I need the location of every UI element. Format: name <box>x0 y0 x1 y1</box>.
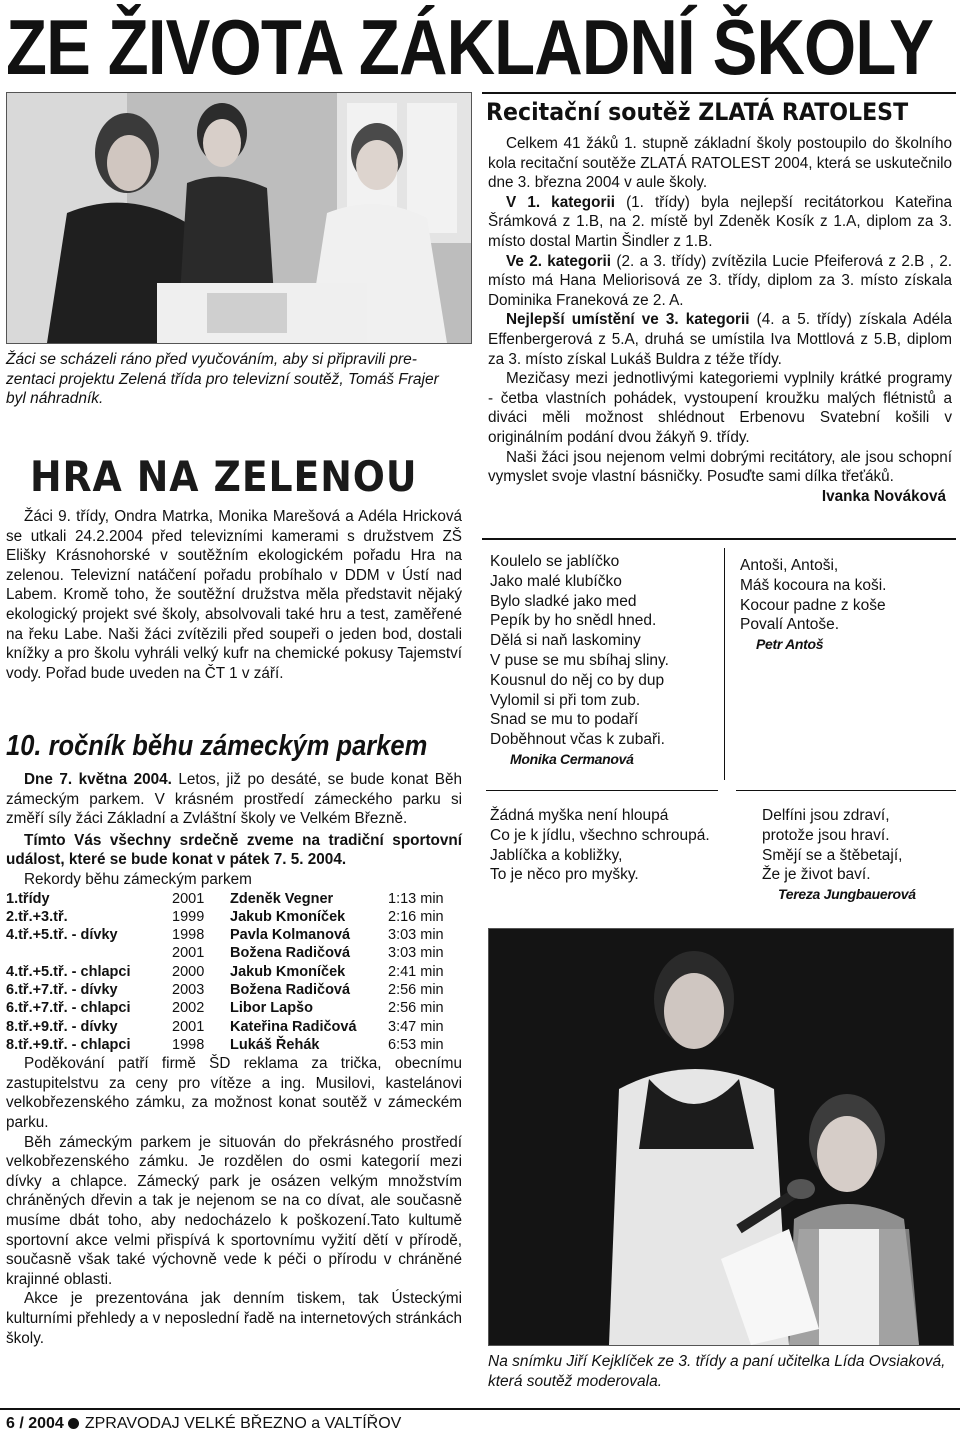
poem-line: V puse se mu sbíhaj sliny. <box>490 651 669 669</box>
records-row <box>6 1018 462 1036</box>
record-time: 3:47 min <box>388 1018 444 1035</box>
recitation-photo-drawing <box>489 929 953 1345</box>
poem-1 <box>490 552 669 770</box>
students-photo-caption: Žáci se scházeli ráno před vyučováním, aby si připravili pre-zentaci projektu Zelená třída pro televizní soutěž, Tomáš Frajer byl náhradník. <box>6 351 439 408</box>
poem-2 <box>740 556 886 655</box>
record-name: Zdeněk Vegner <box>230 890 334 907</box>
poem-line: Koulelo se jablíčko <box>490 553 620 570</box>
best-text: (4. a 5. třídy) získala Adéla Effenbergerová z 5.A, druhá se umístila Iva Mottlová z 5.B, diplom za 3. místo získal Lukáš Buldra z téže třídy. <box>488 311 952 368</box>
poem-3-rule <box>486 790 718 791</box>
poem-line: Co je k jídlu, všechno schroupá. <box>490 826 710 844</box>
record-name: Lukáš Řehák <box>230 1036 320 1053</box>
record-time: 1:13 min <box>388 890 444 907</box>
run-media: Akce je prezentována jak denním tiskem, tak Ústeckými kulturními přehledy a v neposlední řadě na internetových stránkách školy. <box>6 1290 462 1347</box>
footer-paper: ZPRAVODAJ VELKÉ BŘEZNO a VALTÍŘOV <box>84 1415 402 1432</box>
record-name: Jakub Kmoníček <box>230 908 346 925</box>
pupils-text-body: Naši žáci jsou nejenom velmi dobrými recitátory, ale jsou schopní vymyslet svoje vlastní básničky. Posuďte sami dílka třeťáků. <box>488 448 952 486</box>
record-year: 1998 <box>172 927 205 944</box>
records-row <box>6 981 462 999</box>
records-row <box>6 890 462 908</box>
students-photo <box>6 92 472 344</box>
record-time: 3:03 min <box>388 927 444 944</box>
poem-line: Že je život baví. <box>762 866 871 884</box>
poem-line: Žádná myška není hloupá <box>490 807 669 824</box>
records-row <box>6 926 462 944</box>
run-intro: Letos, již po desáté, se bude konat Běh zámeckým parkem. V krásném prostředí zámeckého parku si změří síly žáci Základní a Zvláštní školy ve Velkém Březně. <box>6 771 462 828</box>
records-row <box>6 908 462 926</box>
record-time: 2:56 min <box>388 1000 444 1017</box>
poem-2-lines <box>740 556 886 635</box>
hra-na-zelenou-article <box>6 507 462 683</box>
recitation-heading: Recitační soutěž ZLATÁ RATOLEST <box>486 98 909 126</box>
record-year: 2003 <box>172 982 205 999</box>
record-name: Božena Radičová <box>230 945 351 962</box>
record-category: 8.tř.+9.tř. - dívky <box>6 1018 118 1035</box>
record-category: 6.tř.+7.tř. - chlapci <box>6 1000 131 1017</box>
record-category: 2.tř.+3.tř. <box>6 908 68 925</box>
record-category: 6.tř.+7.tř. - dívky <box>6 982 118 999</box>
poem-line: Jako malé klubíčko <box>490 572 622 590</box>
poem-line: Dělá si naň laskominy <box>490 632 641 650</box>
poem-divider <box>724 548 725 780</box>
poem-line: protože jsou hraví. <box>762 826 890 844</box>
record-year: 2001 <box>172 945 205 962</box>
record-category: 4.tř.+5.tř. - chlapci <box>6 963 131 980</box>
poem-line: Bylo sladké jako med <box>490 592 637 610</box>
students-photo-drawing <box>7 93 471 343</box>
record-category <box>6 944 172 962</box>
cat1-label: V 1. kategorii <box>506 193 615 211</box>
run-article <box>6 770 462 1348</box>
record-time: 2:56 min <box>388 982 444 999</box>
recitation-photo <box>488 928 954 1346</box>
poem-3 <box>490 806 710 885</box>
records-row <box>6 944 462 962</box>
hra-na-zelenou-text: Žáci 9. třídy, Ondra Matrka, Monika Marešová a Adéla Hricková se utkali 24.2.2004 před televizními kamerami s družstvem ZŠ Elišky Krásnohorské v soutěžním ekologickém pořadu Hra na zelenou. Televizní natáčení pořadu probíhalo v DDM v Ústí nad Labem. Kromě toho, že soutěžní družstva měla představit nějaký ekologický projekt své školy, absolvovali také hru a test, zaměřené na řeku Labe. Naši žáci zvítězili před soupeři o jeden bod, dostali knížky a pro školu vyhráli velký kufr na chemické pokusy Tajemství vody. Pořad bude uveden na ČT 1 v září. <box>6 508 462 682</box>
record-year: 1999 <box>172 908 205 925</box>
record-time: 6:53 min <box>388 1036 444 1053</box>
record-name: Kateřina Radičová <box>230 1018 357 1035</box>
cat1-text: (1. třídy) byla nejlepší recitátorkou Kateřina Šrámková z 1.B, na 2. místě byl Zdeněk Kosík z 1.A, diplom za 3. místo dostal Martin Šindler z 1.B. <box>488 193 952 250</box>
records-table <box>6 890 462 1055</box>
poem-line: Máš kocoura na koši. <box>740 576 887 594</box>
record-time: 2:41 min <box>388 963 444 980</box>
poem-4 <box>762 806 916 905</box>
poem-line: Delfíni jsou zdraví, <box>762 807 890 824</box>
poem-line: Vylomil si při tom zub. <box>490 691 641 709</box>
cat2-label: Ve 2. kategorii <box>506 252 612 270</box>
records-row <box>6 1036 462 1054</box>
records-row <box>6 963 462 981</box>
record-category: 4.tř.+5.tř. - dívky <box>6 927 118 944</box>
poem-line: Jablíčka a kobližky, <box>490 846 623 864</box>
run-date: Dne 7. května 2004. <box>24 771 172 788</box>
poem-4-author: Tereza Jungbauerová <box>778 886 916 903</box>
record-year: 2001 <box>172 890 205 907</box>
bullet-icon <box>68 1418 79 1429</box>
recitation-photo-caption: Na snímku Jiří Kejklíček ze 3. třídy a paní učitelka Lída Ovsiaková, která soutěž moderovala. <box>488 1353 946 1390</box>
poems-top-rule <box>482 538 956 540</box>
cat2-text: (2. a 3. třídy) zvítězila Lucie Pfeiferová z 2.B , 2. místo má Hana Meliorisová ze 3. třídy, diplom za 3. místo získala Dominika Franeková ze 2. A. <box>488 252 952 309</box>
recitation-article <box>488 134 952 506</box>
record-name: Božena Radičová <box>230 982 351 999</box>
poem-line: Povalí Antoše. <box>740 616 840 634</box>
record-year: 2002 <box>172 1000 205 1017</box>
poem-line: Kocour padne z koše <box>740 596 886 614</box>
record-year: 1998 <box>172 1036 205 1053</box>
footer-page: 6 / 2004 <box>6 1415 64 1432</box>
record-name: Jakub Kmoníček <box>230 963 346 980</box>
poem-line: Doběhnout včas k zubaři. <box>490 731 665 749</box>
record-category: 1.třídy <box>6 890 50 907</box>
records-title: Rekordy běhu zámeckým parkem <box>24 870 252 888</box>
run-thanks: Poděkování patří firmě ŠD reklama za trička, obecnímu zastupitelstvu za ceny pro vítěze a ing. Musilovi, kastelánovi velkobřezenského zámku, za možnost konat soutěž v zámeckém parku. <box>6 1055 462 1132</box>
record-time: 3:03 min <box>388 945 444 962</box>
recitation-intro: Celkem 41 žáků 1. stupně základní školy postoupilo do školního kola recitační soutěže ZLATÁ RATOLEST 2004, která se uskutečnilo dne 3. března 2004 v aule školy. <box>488 135 952 192</box>
poem-3-lines <box>490 806 710 885</box>
poem-line: Kousnul do něj co by dup <box>490 671 665 689</box>
masthead <box>0 0 960 92</box>
poem-1-author: Monika Cermanová <box>510 750 634 767</box>
record-year: 2000 <box>172 963 205 980</box>
record-name: Pavla Kolmanová <box>230 927 351 944</box>
poem-1-lines <box>490 552 669 750</box>
poem-line: Antoši, Antoši, <box>740 557 839 574</box>
footer-rule <box>0 1408 960 1410</box>
poem-line: Pepík by ho snědl hned. <box>490 612 657 630</box>
footer <box>0 1412 960 1436</box>
records-row <box>6 999 462 1017</box>
poem-2-author: Petr Antoš <box>756 636 824 653</box>
poem-4-lines <box>762 806 916 885</box>
page-title: ZE ŽIVOTA ZÁKLADNÍ ŠKOLY <box>6 3 934 91</box>
poem-line: Snad se mu to podaří <box>490 711 639 729</box>
meantime-text: Mezičasy mezi jednotlivými kategoriemi vyplnily krátké programy - četba vlastních pohádek, vystoupení kroužku malých flétnistů a diváci měli možnost shlédnout Erbenovu Svatební košili v originálním podání dvou žákyň 9. třídy. <box>488 370 952 446</box>
signature: Ivanka Nováková <box>821 487 946 505</box>
best-label: Nejlepší umístění ve 3. kategorii <box>506 311 750 329</box>
record-category: 8.tř.+9.tř. - chlapci <box>6 1036 131 1053</box>
hra-na-zelenou-heading: HRA NA ZELENOU <box>30 452 418 501</box>
run-description: Běh zámeckým parkem je situován do překrásného prostředí velkobřezenského zámku. Je rozdělen do osmi kategorií mezi dívky a chlapce. Zámecký park je osázen velkým množstvím chráněných dřevin a tak je nejenom se na co dívat, ale současně musíme dbát toho, aby nedocházelo k poškození.Tato kultumě sportovní akce velmi přispívá k sportovnímu vyžití dětí v přírodě, současně však také výchovně vede k péči o přírodu v chráněné krajinné oblasti. <box>6 1133 462 1288</box>
record-name: Libor Lapšo <box>230 1000 313 1017</box>
record-year: 2001 <box>172 1018 205 1035</box>
run-invitation: Tímto Vás všechny srdečně zveme na tradiční sportovní událost, které se bude konat v pátek 7. 5. 2004. <box>6 831 462 869</box>
record-time: 2:16 min <box>388 908 444 925</box>
run-heading: 10. ročník běhu zámeckým parkem <box>6 730 428 762</box>
poem-line: To je něco pro myšky. <box>490 866 639 884</box>
right-top-rule <box>482 92 956 94</box>
poem-4-rule <box>736 790 956 791</box>
poem-line: Smějí se a štěbetají, <box>762 846 903 864</box>
pupils-text <box>488 448 952 505</box>
